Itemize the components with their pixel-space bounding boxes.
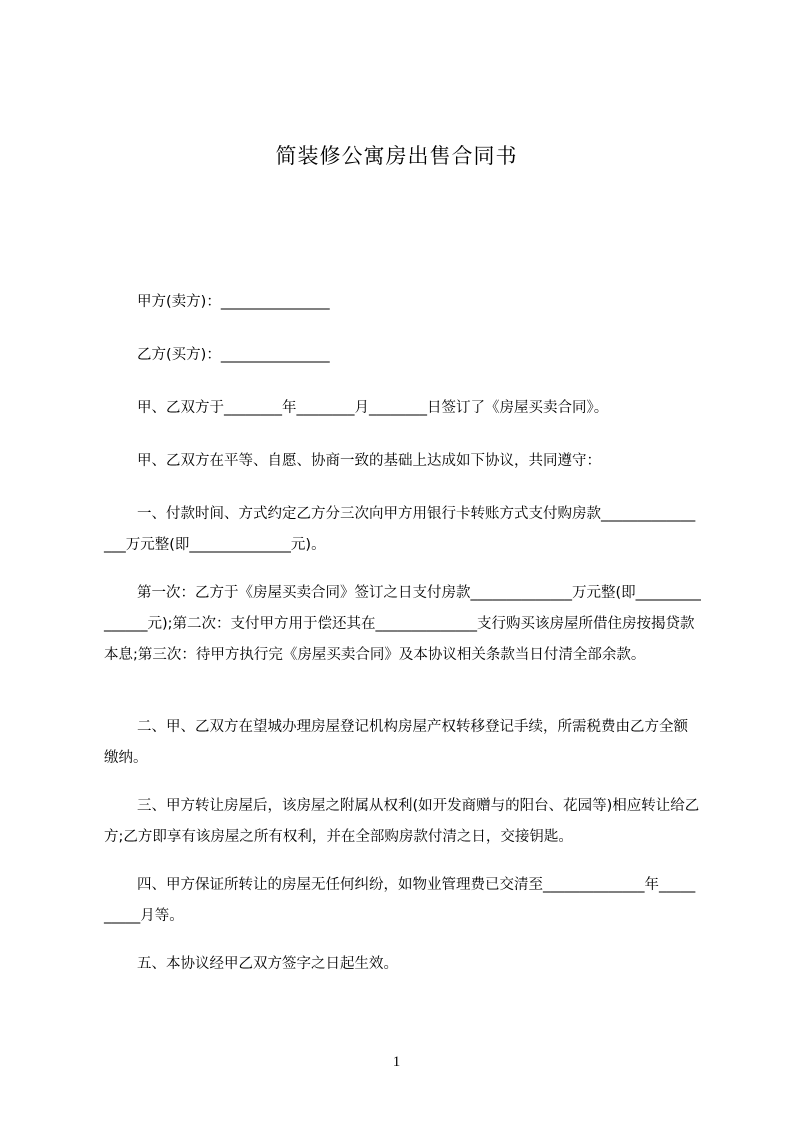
clause-effective: 五、本协议经甲乙双方签字之日起生效。 <box>137 956 398 972</box>
clause-guarantee: 四、甲方保证所转让的房屋无任何纠纷，如物业管理费已交清至______________年__________月等。 <box>104 877 696 924</box>
clause-payment: 一、付款时间、方式约定乙方分三次向甲方用银行卡转账方式支付购房款________________万元整(即______________元)。 <box>104 506 696 553</box>
clause-installments: 第一次：乙方于《房屋买卖合同》签订之日支付房款______________万元整(即_______________元);第二次：支付甲方用于偿还其在______________支行购买该房屋所借住房按揭贷款本息;第三次：待甲方执行完《房屋买卖合同》及本协议相关条款当日付清全部余款。 <box>104 585 701 663</box>
page-number: 1 <box>392 1054 401 1070</box>
clause-transfer: 三、甲方转让房屋后，该房屋之附属从权利(如开发商赠与的阳台、花园等)相应转让给乙方;乙方即享有该房屋之所有权利，并在全部购房款付清之日，交接钥匙。 <box>104 798 700 845</box>
party-a-line: 甲方(卖方)：_______________ <box>137 294 330 310</box>
signing-date-line: 甲、乙双方于________年________月________日签订了《房屋买卖合同》。 <box>137 400 609 416</box>
agreement-intro: 甲、乙双方在平等、自愿、协商一致的基础上达成如下协议，共同遵守： <box>137 453 601 469</box>
page-title: 简装修公寓房出售合同书 <box>275 144 518 168</box>
party-b-line: 乙方(买方)：_______________ <box>137 347 330 363</box>
clause-registration: 二、甲、乙双方在望城办理房屋登记机构房屋产权转移登记手续，所需税费由乙方全额缴纳。 <box>104 719 688 766</box>
